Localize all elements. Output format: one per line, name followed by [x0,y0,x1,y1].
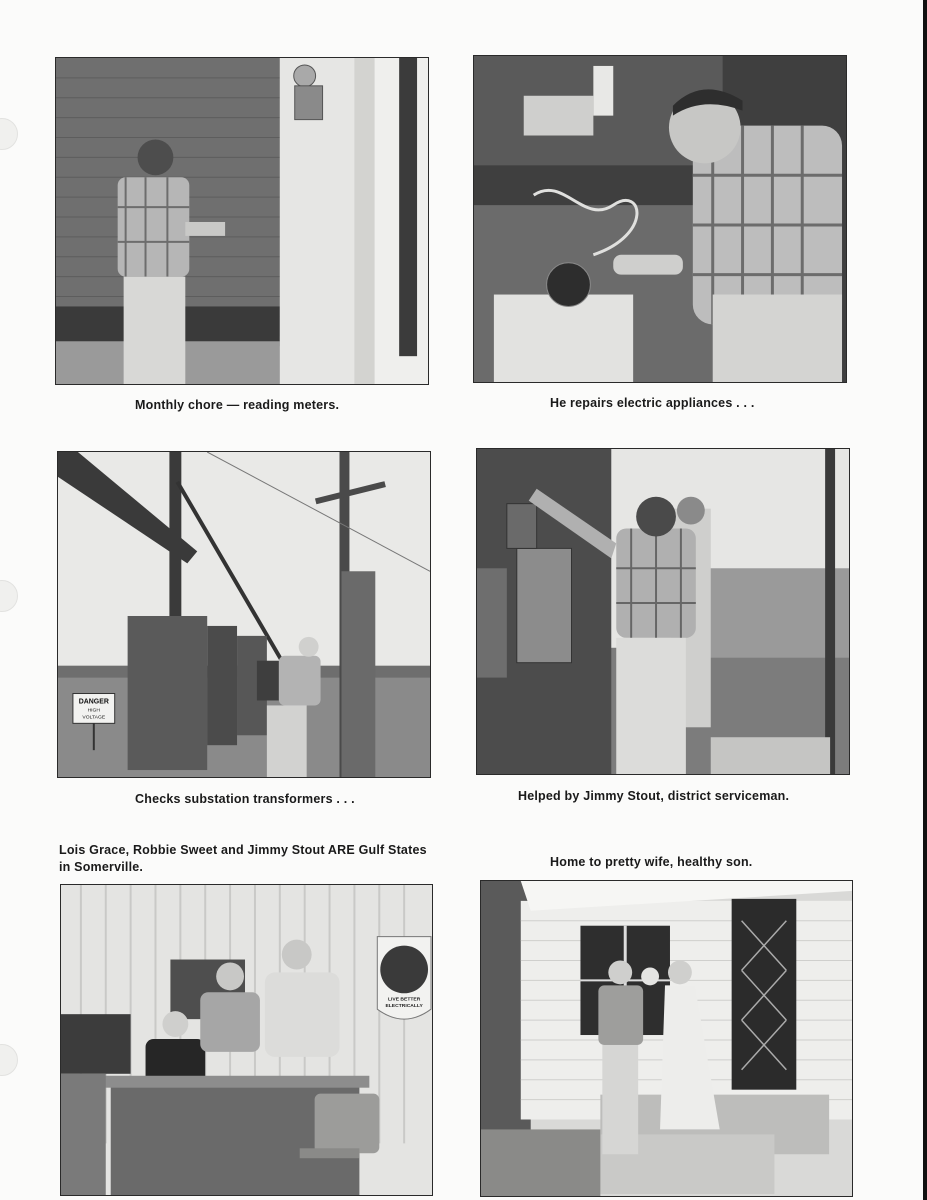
banner-line2: ELECTRICALLY [385,1004,423,1010]
photo-office-staff [60,884,433,1196]
danger-sign-line3: VOLTAGE [82,715,106,721]
banner-line1: LIVE BETTER [387,997,421,1003]
danger-sign-line1: DANGER [78,698,109,706]
photo-substation-transformers [57,451,431,778]
page-right-edge [923,0,927,1200]
photo-reading-meters [55,57,429,385]
danger-sign-line2: HIGH [87,708,101,714]
photo-repairs-appliances [473,55,847,383]
binder-hole [0,580,18,612]
caption-gulf-states-line2: in Somerville. [59,860,144,874]
binder-hole [0,118,18,150]
caption-substation-transformers: Checks substation transformers . . . [135,792,355,806]
binder-hole [0,1044,18,1076]
caption-reading-meters: Monthly chore — reading meters. [135,398,340,412]
photo-home-family [480,880,853,1197]
caption-home-family: Home to pretty wife, healthy son. [550,855,753,869]
caption-gulf-states-line1: Lois Grace, Robbie Sweet and Jimmy Stout ARE Gulf States [59,843,427,857]
caption-helped-by-serviceman: Helped by Jimmy Stout, district serviceman. [518,789,790,803]
photo-helped-by-serviceman [476,448,850,775]
caption-repairs-appliances: He repairs electric appliances . . . [550,396,755,410]
